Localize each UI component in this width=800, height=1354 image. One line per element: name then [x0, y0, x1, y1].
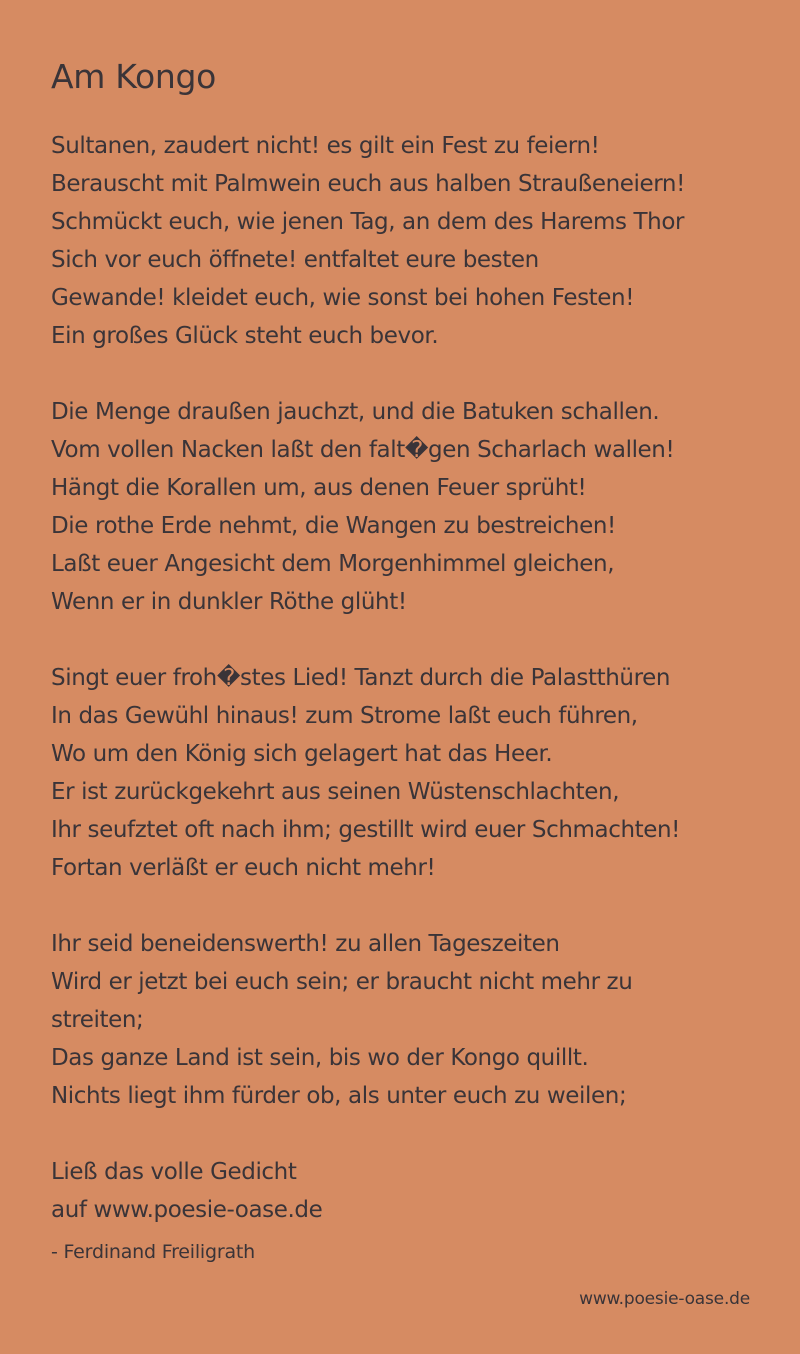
verse-line: Wo um den König sich gelagert hat das Heer. [51, 741, 553, 767]
verse-line: Vom vollen Nacken laßt den falt�gen Scharlach wallen! [51, 437, 675, 463]
poem-title: Am Kongo [51, 57, 217, 96]
verse-line: Die rothe Erde nehmt, die Wangen zu bestreichen! [51, 513, 616, 539]
verse-line: Die Menge draußen jauchzt, und die Batuken schallen. [51, 399, 660, 425]
verse-line: Ein großes Glück steht euch bevor. [51, 323, 439, 349]
stanza-4 [51, 925, 771, 1115]
verse-line: Ihr seufztet oft nach ihm; gestillt wird euer Schmachten! [51, 817, 681, 843]
verse-line: Sultanen, zaudert nicht! es gilt ein Fest zu feiern! [51, 133, 600, 159]
verse-line: Ihr seid beneidenswerth! zu allen Tageszeiten [51, 931, 560, 957]
verse-line: Schmückt euch, wie jenen Tag, an dem des Harems Thor [51, 209, 685, 235]
verse-line: Das ganze Land ist sein, bis wo der Kongo quillt. [51, 1045, 589, 1071]
stanza-1 [51, 127, 771, 355]
footer-url[interactable]: www.poesie-oase.de [579, 1289, 750, 1309]
verse-line: Laßt euer Angesicht dem Morgenhimmel gleichen, [51, 551, 615, 577]
read-more-url[interactable]: auf www.poesie-oase.de [51, 1197, 323, 1223]
read-more-line: Ließ das volle Gedicht [51, 1159, 297, 1185]
verse-line: Er ist zurückgekehrt aus seinen Wüstenschlachten, [51, 779, 620, 805]
verse-line: Hängt die Korallen um, aus denen Feuer sprüht! [51, 475, 587, 501]
verse-line: Nichts liegt ihm fürder ob, als unter euch zu weilen; [51, 1083, 627, 1109]
poem-author: - Ferdinand Freiligrath [51, 1241, 255, 1263]
verse-line: Wenn er in dunkler Röthe glüht! [51, 589, 407, 615]
read-more-note [51, 1153, 771, 1229]
poem-card [51, 56, 771, 1267]
verse-line: Sich vor euch öffnete! entfaltet eure besten [51, 247, 539, 273]
verse-line: Berauscht mit Palmwein euch aus halben Straußeneiern! [51, 171, 685, 197]
verse-line: Gewande! kleidet euch, wie sonst bei hohen Festen! [51, 285, 635, 311]
verse-line: Fortan verläßt er euch nicht mehr! [51, 855, 436, 881]
verse-line: Singt euer froh�stes Lied! Tanzt durch die Palastthüren [51, 665, 671, 691]
verse-line: Wird er jetzt bei euch sein; er braucht nicht mehr zu streiten; [51, 969, 633, 1033]
stanza-3 [51, 659, 771, 887]
verse-line: In das Gewühl hinaus! zum Strome laßt euch führen, [51, 703, 638, 729]
stanza-2 [51, 393, 771, 621]
